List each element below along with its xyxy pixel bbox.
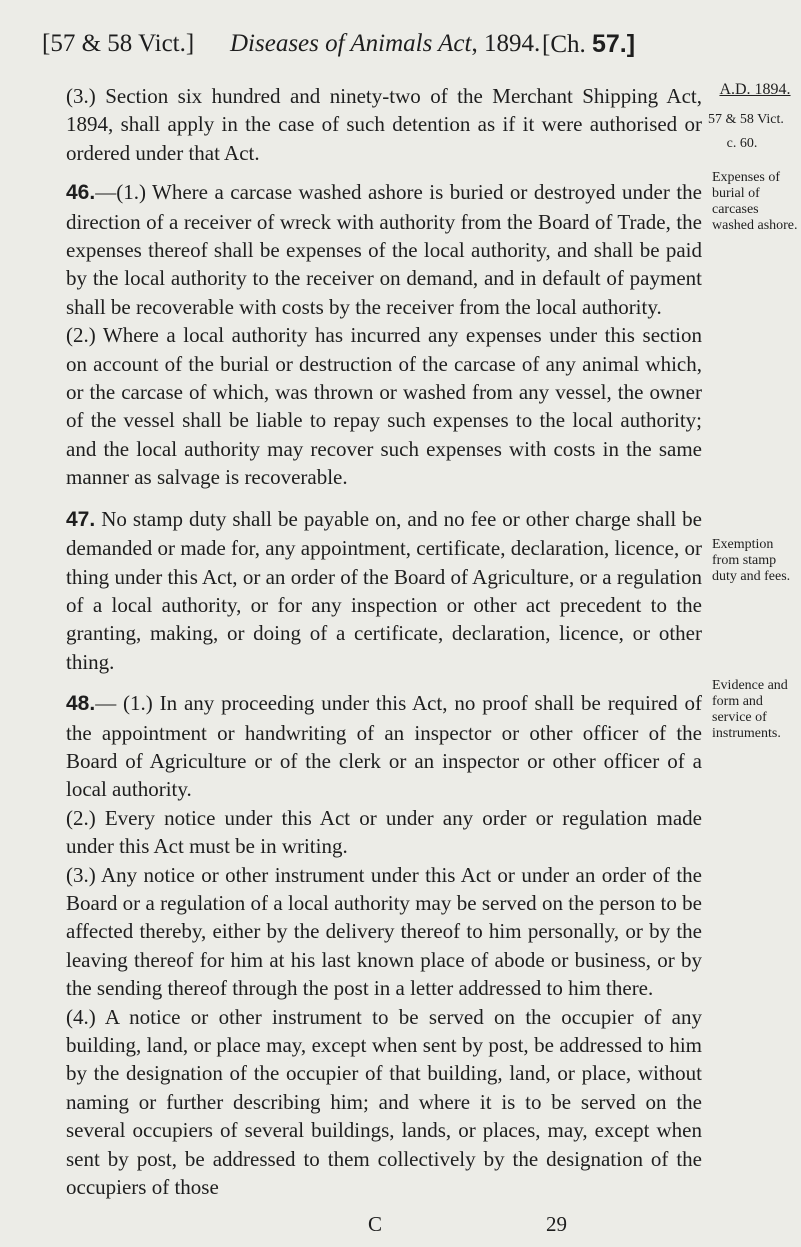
header-act-title: Diseases of Animals Act bbox=[230, 30, 472, 57]
statute-text bbox=[66, 82, 702, 1201]
margin-note-47: Exemption from stamp duty and fees. bbox=[712, 537, 791, 584]
section-46-number: 46. bbox=[66, 181, 96, 205]
header-title-block bbox=[230, 24, 540, 64]
margin-note-46: Expenses of burial of carcases washed ashore. bbox=[712, 170, 798, 233]
margin-ad-label: A.D. 1894. bbox=[719, 81, 791, 98]
section-48-para-4: (4.) A notice or other instrument to be served on the occupier of any building, land, or place may, except when sent by post, be addressed to him by the designation of the occupier of that building, land, or place, without naming or further describing him; and where it is to be served on the several occupiers of several buildings, lands, or places, may, except when sent by post, be addressed to them collectively by the designation of the occupiers of those bbox=[66, 1004, 702, 1200]
paragraph-45-3: (3.) Section six hundred and ninety-two of the Merchant Shipping Act, 1894, shall apply in the case of such detention as if it were authorised or ordered under that Act. bbox=[66, 84, 702, 165]
section-48-para-3: (3.) Any notice or other instrument under this Act or under an order of the Board or a regulation of a local authority may be served on the person to be affected thereby, either by the delivery thereof to him personally, or by the leaving thereof for him at his last known place of abode or business, or by the sending thereof through the post in a letter addressed to him there. bbox=[66, 862, 702, 1001]
section-46-text-1: —(1.) Where a carcase washed ashore is buried or destroyed under the direction of a receiver of wreck with authority from the Board of Trade, the expenses thereof shall be expenses of the local authority, and shall be paid by the local authority to the receiver on demand, and in default of payment shall be recoverable with costs by the receiver from the local authority. bbox=[66, 180, 702, 319]
section-48-para-1 bbox=[66, 689, 702, 804]
running-header bbox=[42, 24, 722, 64]
section-47-text-1: No stamp duty shall be payable on, and no fee or other charge shall be demanded or made for, any appointment, certificate, declaration, licence, or thing under this Act, or an order of the Board of Agriculture, or a regulation of a local authority, or for any inspection or other act precedent to the granting, making, or doing of a certificate, declaration, licence, or other thing. bbox=[66, 506, 702, 674]
margin-note-48: Evidence and form and service of instruments. bbox=[712, 678, 788, 741]
margin-ad-year bbox=[712, 82, 798, 98]
section-47-para-1 bbox=[66, 505, 702, 676]
page-number: 29 bbox=[546, 1212, 567, 1236]
section-48-para-2: (2.) Every notice under this Act or under any order or regulation made under this Act must be in writing. bbox=[66, 805, 702, 859]
section-48-text-1: — (1.) In any proceeding under this Act, no proof shall be required of the appointment or handwriting of an inspector or other officer of the Board of Agriculture or of the clerk or an inspector or other officer of a local authority. bbox=[66, 691, 702, 802]
margin-statute-ref: 57 & 58 Vict. bbox=[708, 112, 784, 127]
section-47-number: 47. bbox=[66, 507, 96, 531]
margin-statute-chapter: c. 60. bbox=[726, 136, 758, 151]
header-regnal-year: [57 & 58 Vict.] bbox=[42, 30, 195, 57]
header-chapter-number: 57.] bbox=[592, 30, 636, 58]
printer-signature: C bbox=[368, 1212, 383, 1236]
section-46-para-2: (2.) Where a local authority has incurred any expenses under this section on account of the burial or destruction of the carcase of any animal which, or the carcase of which, was thrown or washed from any vessel, the owner of the vessel shall be liable to repay such expenses to the local authority; and the local authority may recover such expenses with costs in the same manner as salvage is recoverable. bbox=[66, 323, 702, 490]
page-footer bbox=[0, 1212, 801, 1242]
section-48-number: 48. bbox=[66, 692, 96, 716]
header-year: , 1894. bbox=[471, 30, 541, 57]
section-46-para-1 bbox=[66, 178, 702, 321]
header-chapter bbox=[542, 24, 635, 65]
header-chapter-prefix: [Ch. bbox=[542, 31, 586, 58]
